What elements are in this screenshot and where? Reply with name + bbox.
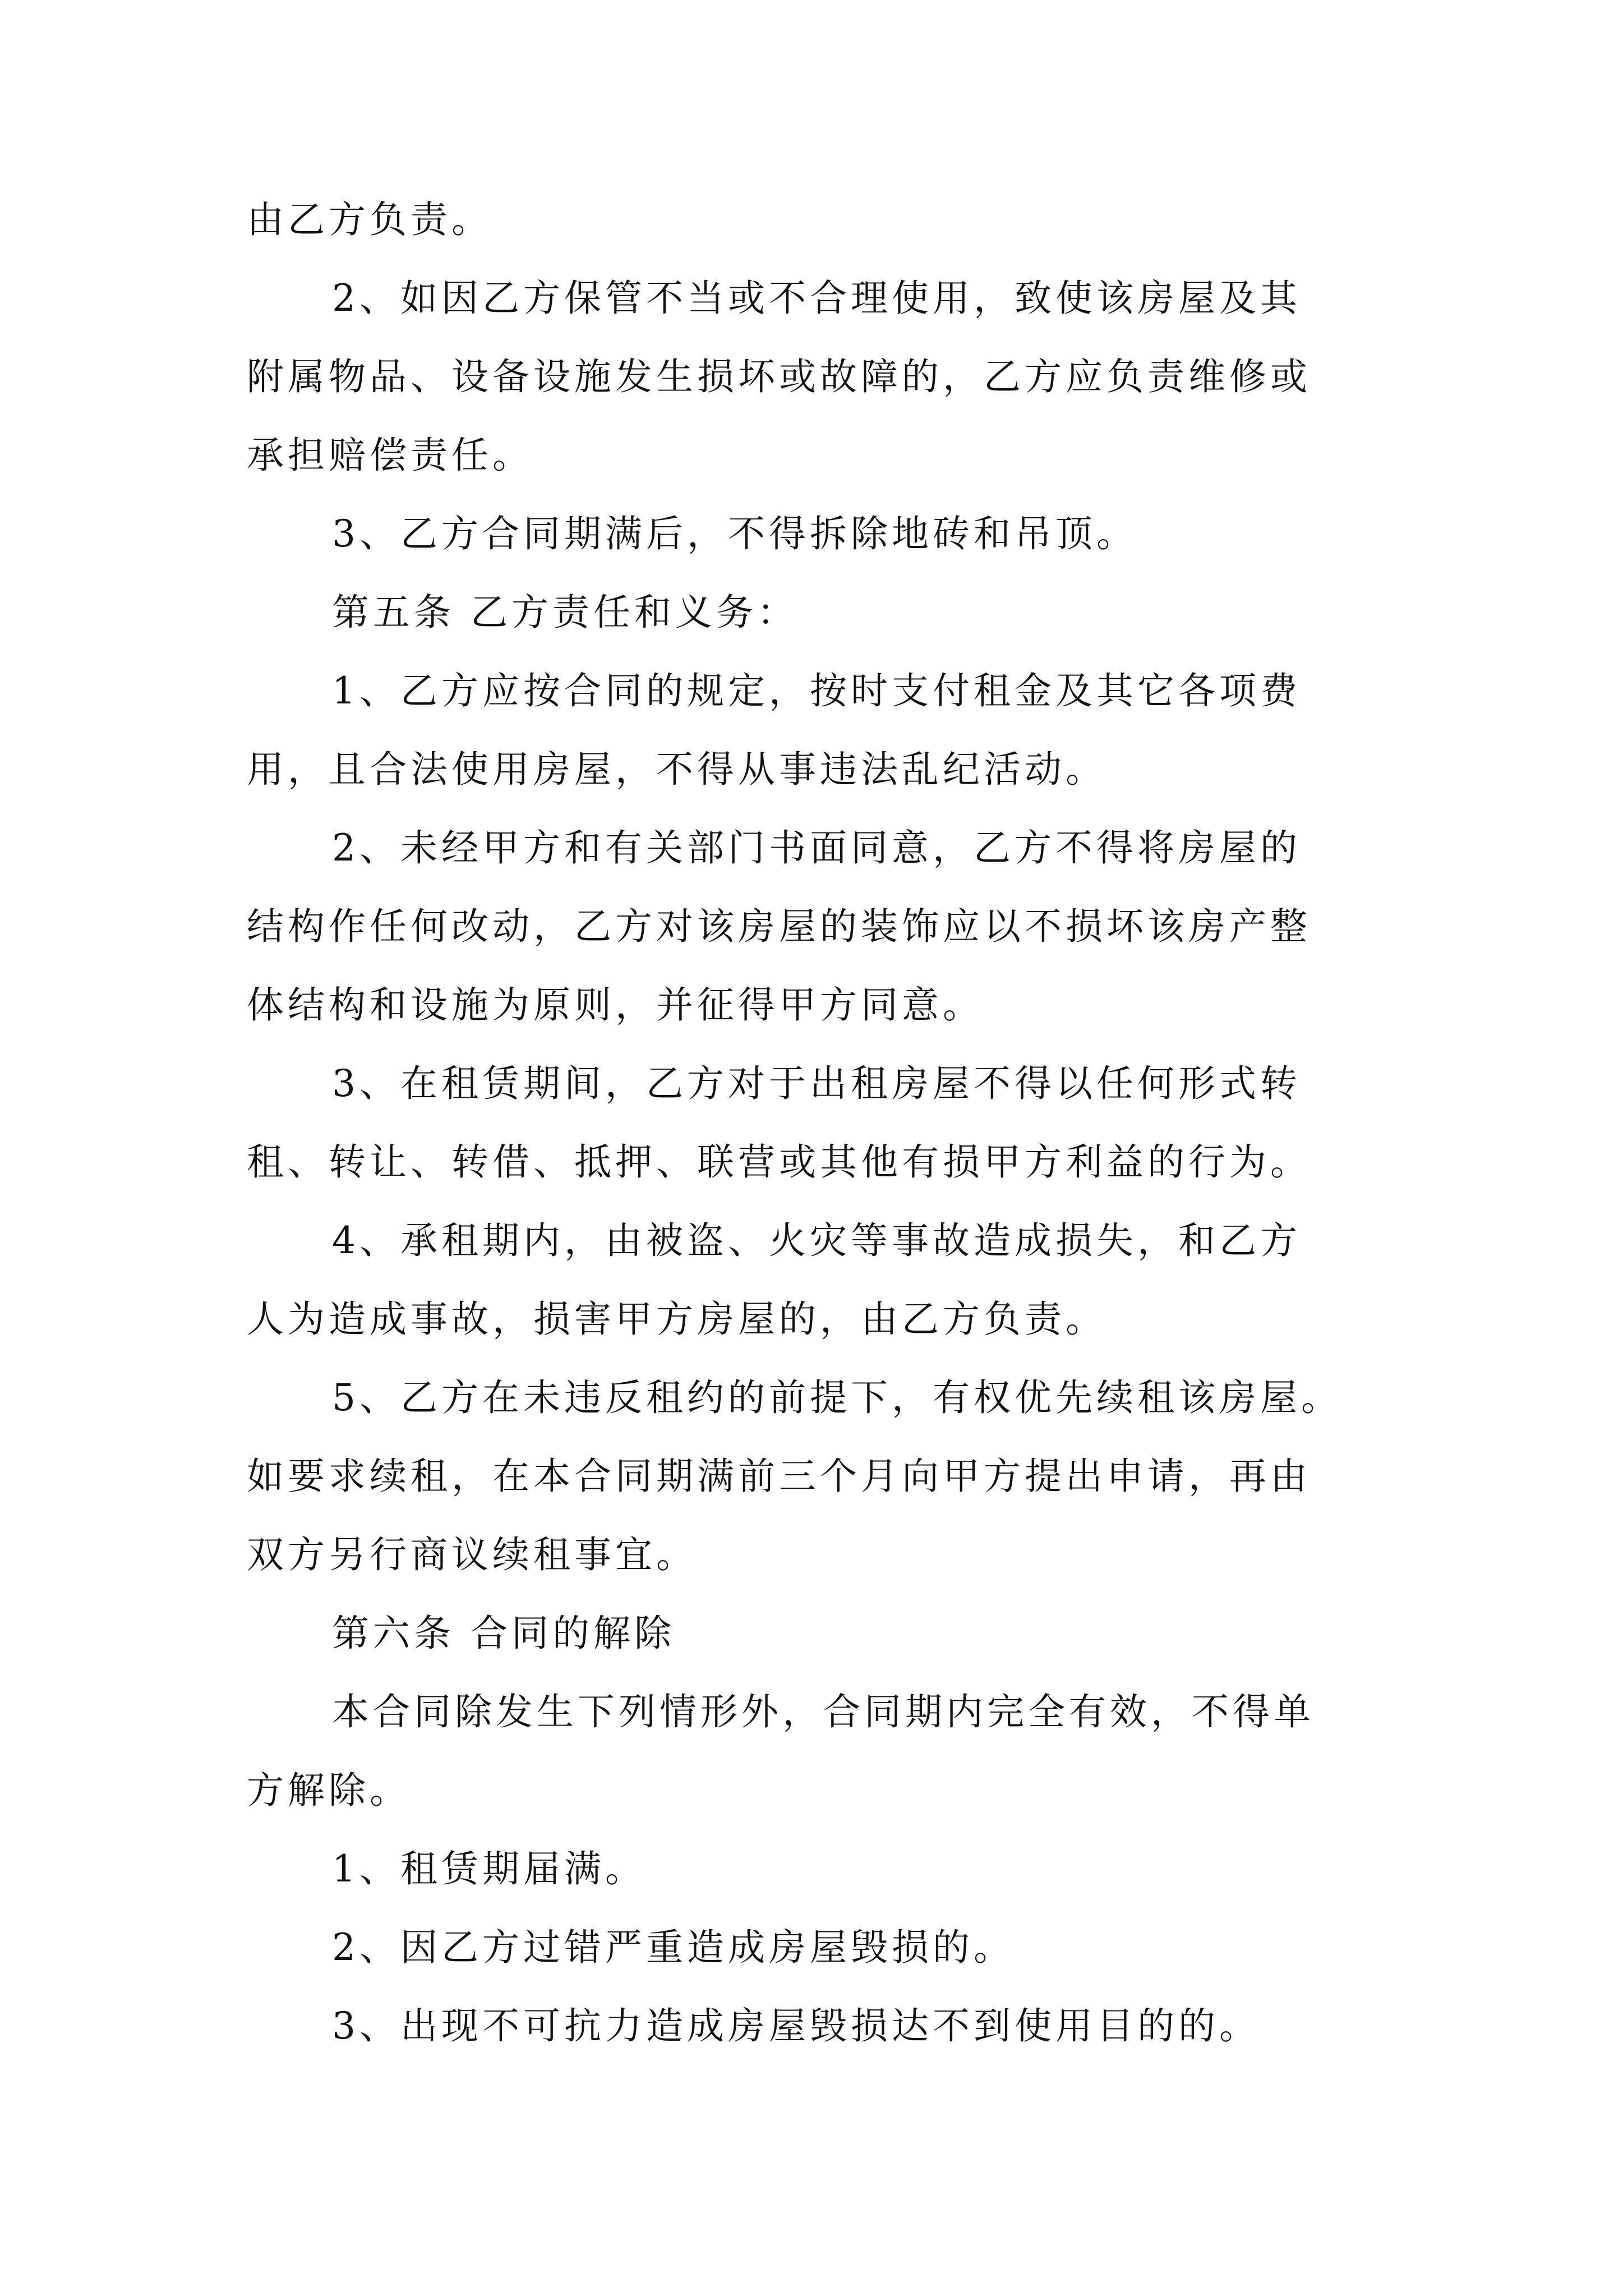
text-line: 附属物品、设备设施发生损坏或故障的，乙方应负责维修或 [247,355,1311,398]
text-line: 方解除。 [247,1769,411,1812]
text-line: 双方另行商议续租事宜。 [247,1533,697,1576]
text-line: 3、出现不可抗力造成房屋毁损达不到使用目的的。 [332,2004,1260,2047]
text-line: 如要求续租，在本合同期满前三个月向甲方提出申请，再由 [247,1455,1311,1498]
section-heading: 第六条 合同的解除 [332,1612,675,1655]
text-line: 由乙方负责。 [247,198,492,241]
text-line: 3、乙方合同期满后，不得拆除地砖和吊顶。 [332,512,1137,555]
text-line: 2、未经甲方和有关部门书面同意，乙方不得将房屋的 [332,826,1301,869]
text-line: 用，且合法使用房屋，不得从事违法乱纪活动。 [247,748,1106,791]
text-line: 本合同除发生下列情形外，合同期内完全有效，不得单 [332,1690,1315,1733]
text-line: 1、乙方应按合同的规定，按时支付租金及其它各项费 [332,669,1301,712]
text-line: 租、转让、转借、抵押、联营或其他有损甲方利益的行为。 [247,1140,1311,1184]
text-line: 人为造成事故，损害甲方房屋的，由乙方负责。 [247,1297,1106,1341]
text-line: 2、因乙方过错严重造成房屋毁损的。 [332,1926,1015,1969]
text-line: 体结构和设施为原则，并征得甲方同意。 [247,983,984,1027]
text-line: 结构作任何改动，乙方对该房屋的装饰应以不损坏该房产整 [247,905,1311,948]
text-line: 承担赔偿责任。 [247,434,533,477]
section-heading: 第五条 乙方责任和义务： [332,591,798,634]
text-line: 1、租赁期届满。 [332,1847,646,1890]
text-line: 2、如因乙方保管不当或不合理使用，致使该房屋及其 [332,277,1301,320]
text-line: 3、在租赁期间，乙方对于出租房屋不得以任何形式转 [332,1062,1301,1105]
text-line: 5、乙方在未违反租约的前提下，有权优先续租该房屋。 [332,1376,1342,1419]
text-line: 4、承租期内，由被盗、火灾等事故造成损失，和乙方 [332,1219,1301,1262]
